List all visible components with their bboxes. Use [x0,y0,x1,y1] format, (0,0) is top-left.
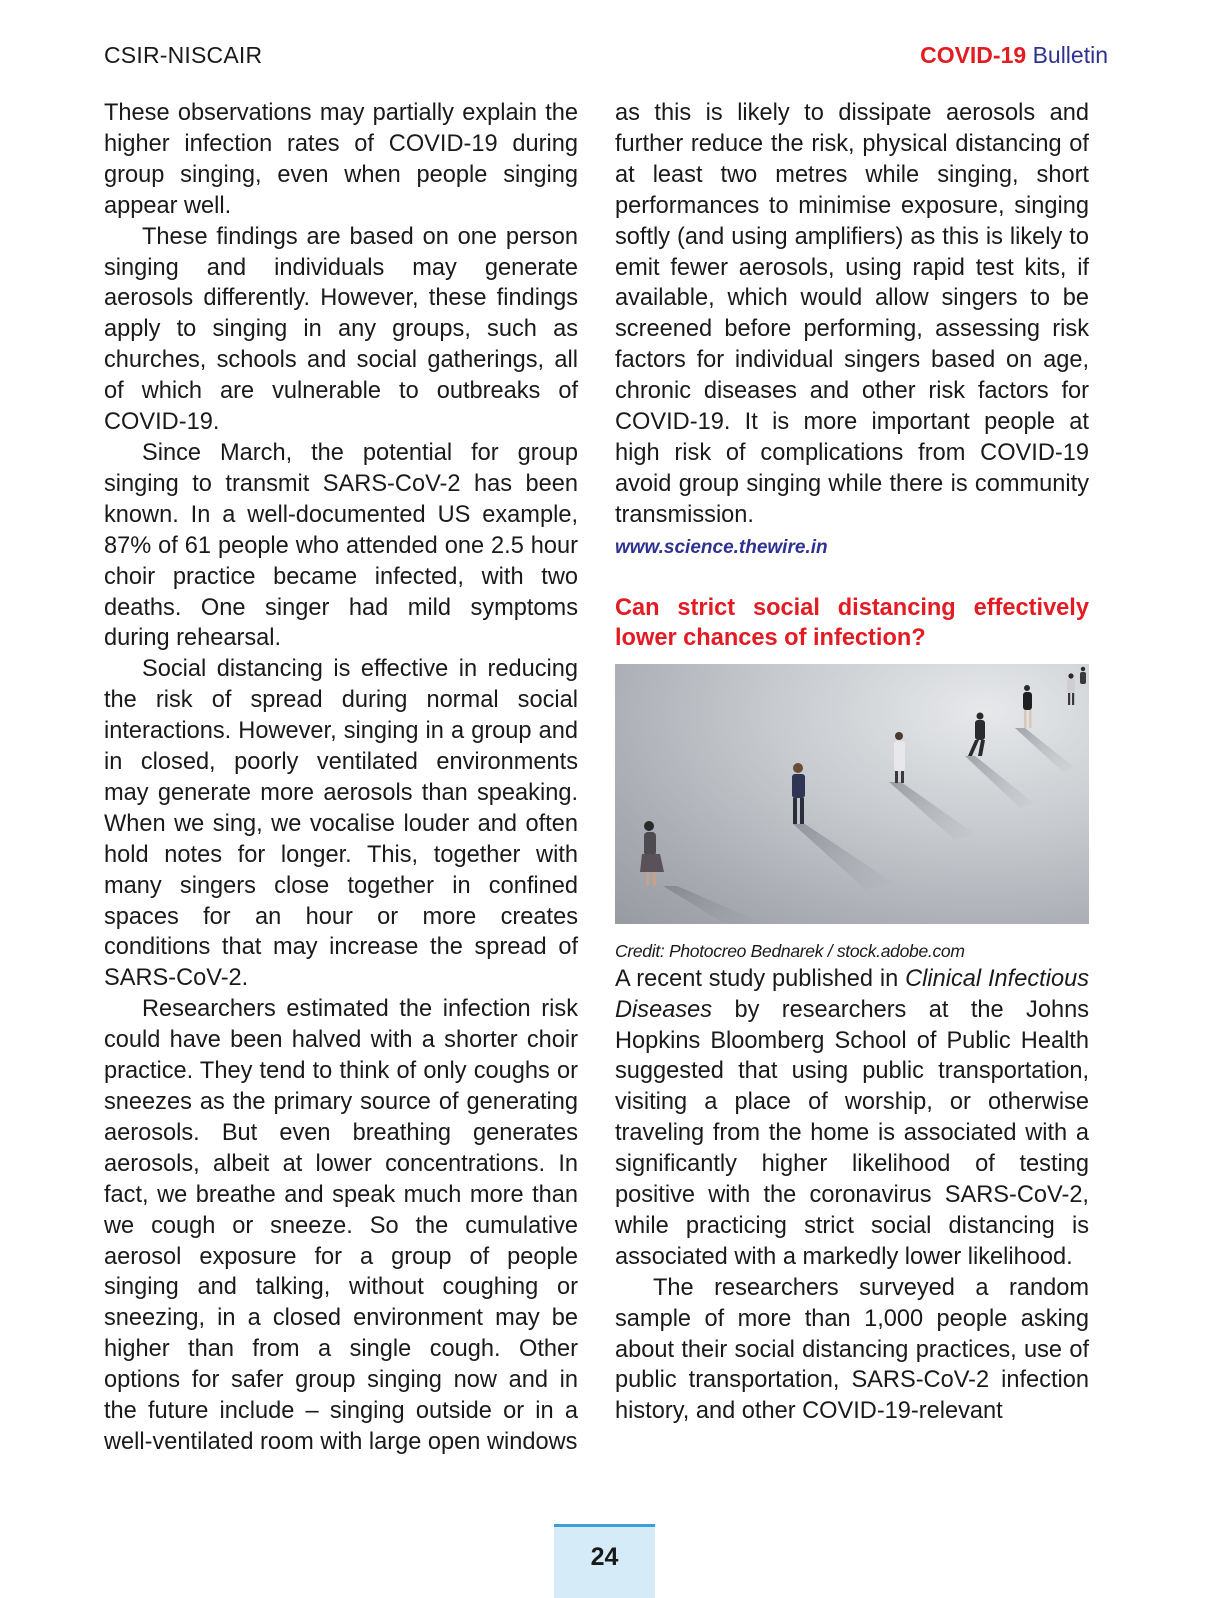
figurine [792,763,805,824]
figurines-illustration [615,664,1089,924]
page-number: 24 [590,1543,619,1571]
figurine [894,732,905,783]
page-number-tab [554,1524,655,1598]
paragraph: Since March, the potential for group singing to transmit SARS-CoV-2 has been known. In a well-documented US example, 87% of 61 people who attended one 2.5 hour choir practice became infected, with two deaths. One singer had mild symptoms during rehearsal. [104,439,578,652]
paragraph: as this is likely to dissipate aerosols and further reduce the risk, physical distancing of at least two metres while singing, short performances to minimise exposure, singing softly (and using amplifiers) as this is likely to emit fewer aerosols, using rapid test kits, if available, which would allow singers to be screened before performing, assessing risk factors for individual singers based on age, chronic diseases and other risk factors for COVID-19. It is more important people at high risk of complications from COVID-19 avoid group singing while there is community transmission. [615,100,1089,528]
paragraph: These findings are based on one person singing and individuals may generate aerosols differently. However, these findings apply to singing in any groups, such as churches, schools and social gatherings, all of which are vulnerable to outbreaks of COVID-19. [104,223,578,436]
photo-caption: Credit: Photocreo Bednarek / stock.adobe.com [615,940,965,961]
right-column [615,98,1089,1427]
figurine [1080,666,1086,683]
figurine [1067,673,1075,705]
source-link[interactable]: www.science.thewire.in [615,536,828,558]
social-distancing-photo [615,664,1089,924]
journal-name: Clinical Infectious Diseases [615,965,1089,1023]
bulletin-title [920,42,1108,69]
left-column [104,98,578,1458]
figurine [1023,685,1032,728]
bulletin-suffix: Bulletin [1032,42,1108,68]
bulletin-highlight: COVID-19 [920,42,1027,68]
paragraph: These observations may partially explain the higher infection rates of COVID-19 during group singing, even when people singing appear well. [104,100,578,219]
paragraph [615,964,1089,1273]
paragraph: Researchers estimated the infection risk could have been halved with a shorter choir practice. They tend to think of only coughs or sneezes as the primary source of generating aerosols. But even breathing generates aerosols, albeit at lower concentrations. In fact, we breathe and speak much more than we cough or sneeze. So the cumulative aerosol exposure for a group of people singing and talking, without coughing or sneezing, in a closed environment may be higher than from a single cough. Other options for safer group singing now and in the future include – singing outside or in a well-ventilated room with large open windows [104,996,578,1455]
figurine [968,712,985,756]
paragraph: Social distancing is effective in reducing the risk of spread during normal social interactions. However, singing in a group and in closed, poorly ventilated environments may generate more aerosols than speaking. When we sing, we vocalise louder and often hold notes for longer. This, together with many singers close together in confined spaces for an hour or more creates conditions that may increase the spread of SARS-CoV-2. [104,656,578,992]
figurine [640,821,664,886]
publisher-name: CSIR-NISCAIR [104,42,263,68]
section-heading: Can strict social distancing effectively lower chances of infection? [615,594,1089,652]
paragraph: The researchers surveyed a random sample of more than 1,000 people asking about their social distancing practices, use of public transportation, SARS-CoV-2 infection history, and other COVID-19-relevant [615,1274,1089,1425]
study-intro: A recent study published in [615,965,906,992]
study-rest: by researchers at the Johns Hopkins Bloomberg School of Public Health suggested that using public transportation, visiting a place of worship, or otherwise traveling from the home is associated with a significantly higher likelihood of testing positive with the coronavirus SARS-CoV-2, while practicing strict social distancing is associated with a markedly lower likelihood. [615,996,1089,1270]
